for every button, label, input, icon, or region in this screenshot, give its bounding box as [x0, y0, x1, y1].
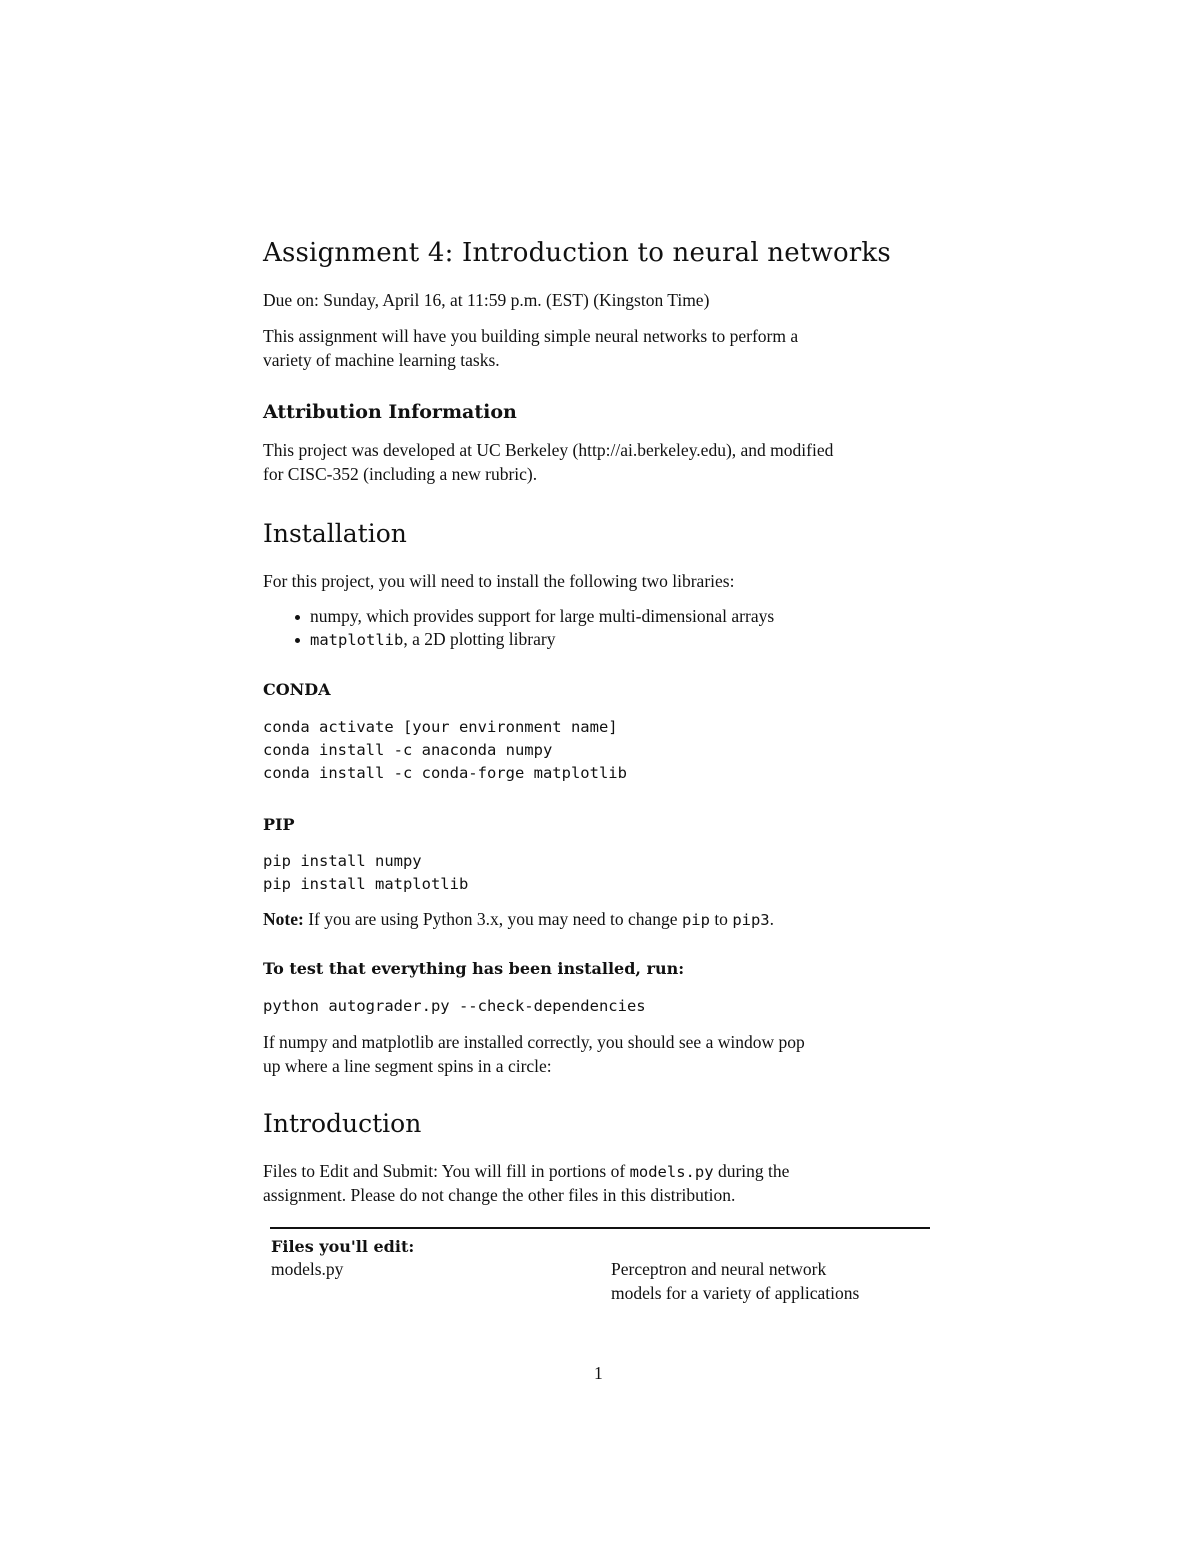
pip-note — [263, 907, 774, 932]
introduction-text: during the — [713, 1161, 790, 1181]
table-file-description-2: models for a variety of applications — [611, 1283, 860, 1303]
bullet-icon — [295, 638, 300, 643]
note-text: If you are using Python 3.x, you may need to change — [303, 909, 682, 929]
introduction-heading: Introduction — [263, 1109, 422, 1138]
conda-command-2: conda install -c anaconda numpy — [263, 741, 553, 759]
introduction-line-1 — [263, 1159, 789, 1184]
pip-heading: PIP — [263, 815, 295, 834]
note-text: to — [709, 909, 733, 929]
table-file-description-1: Perceptron and neural network — [611, 1259, 827, 1279]
list-item — [290, 605, 774, 628]
note-text: . — [769, 909, 775, 929]
installation-heading: Installation — [263, 519, 407, 548]
table-top-rule — [270, 1227, 930, 1229]
library-name: numpy — [310, 606, 358, 626]
library-name: matplotlib — [310, 631, 404, 649]
introduction-text: Files to Edit and Submit: You will fill in portions of — [263, 1161, 630, 1181]
conda-command-3: conda install -c conda-forge matplotlib — [263, 764, 627, 782]
intro-line-1: This assignment will have you building simple neural networks to perform a — [263, 326, 799, 346]
attribution-heading: Attribution Information — [263, 401, 517, 423]
note-label: Note: — [263, 909, 304, 929]
attribution-line-1: This project was developed at UC Berkeley (http://ai.berkeley.edu), and modified — [263, 440, 834, 460]
test-result-line-2: up where a line segment spins in a circle: — [263, 1056, 552, 1076]
pip-command-2: pip install matplotlib — [263, 875, 469, 893]
conda-command-1: conda activate [your environment name] — [263, 718, 618, 736]
test-command: python autograder.py --check-dependencies — [263, 997, 646, 1015]
note-code: pip — [681, 911, 710, 929]
library-description: , which provides support for large multi-dimensional arrays — [357, 606, 775, 626]
table-file-name: models.py — [271, 1259, 344, 1279]
conda-heading: CONDA — [263, 680, 331, 699]
library-description: , a 2D plotting library — [403, 629, 556, 649]
introduction-line-2: assignment. Please do not change the other files in this distribution. — [263, 1185, 736, 1205]
attribution-line-2: for CISC-352 (including a new rubric). — [263, 464, 538, 484]
library-list — [290, 605, 774, 651]
bullet-icon — [295, 615, 300, 620]
page-title: Assignment 4: Introduction to neural networks — [263, 238, 891, 268]
installation-lead: For this project, you will need to install the following two libraries: — [263, 571, 735, 591]
test-result-line-1: If numpy and matplotlib are installed correctly, you should see a window pop — [263, 1032, 805, 1052]
table-header: Files you'll edit: — [271, 1237, 415, 1256]
test-heading: To test that everything has been installed, run: — [263, 959, 685, 978]
list-item — [290, 628, 774, 651]
pip-command-1: pip install numpy — [263, 852, 422, 870]
note-code: pip3 — [732, 911, 770, 929]
page-number: 1 — [594, 1363, 603, 1383]
intro-line-2: variety of machine learning tasks. — [263, 350, 500, 370]
filename-code: models.py — [629, 1163, 714, 1181]
due-date: Due on: Sunday, April 16, at 11:59 p.m. (EST) (Kingston Time) — [263, 290, 710, 310]
